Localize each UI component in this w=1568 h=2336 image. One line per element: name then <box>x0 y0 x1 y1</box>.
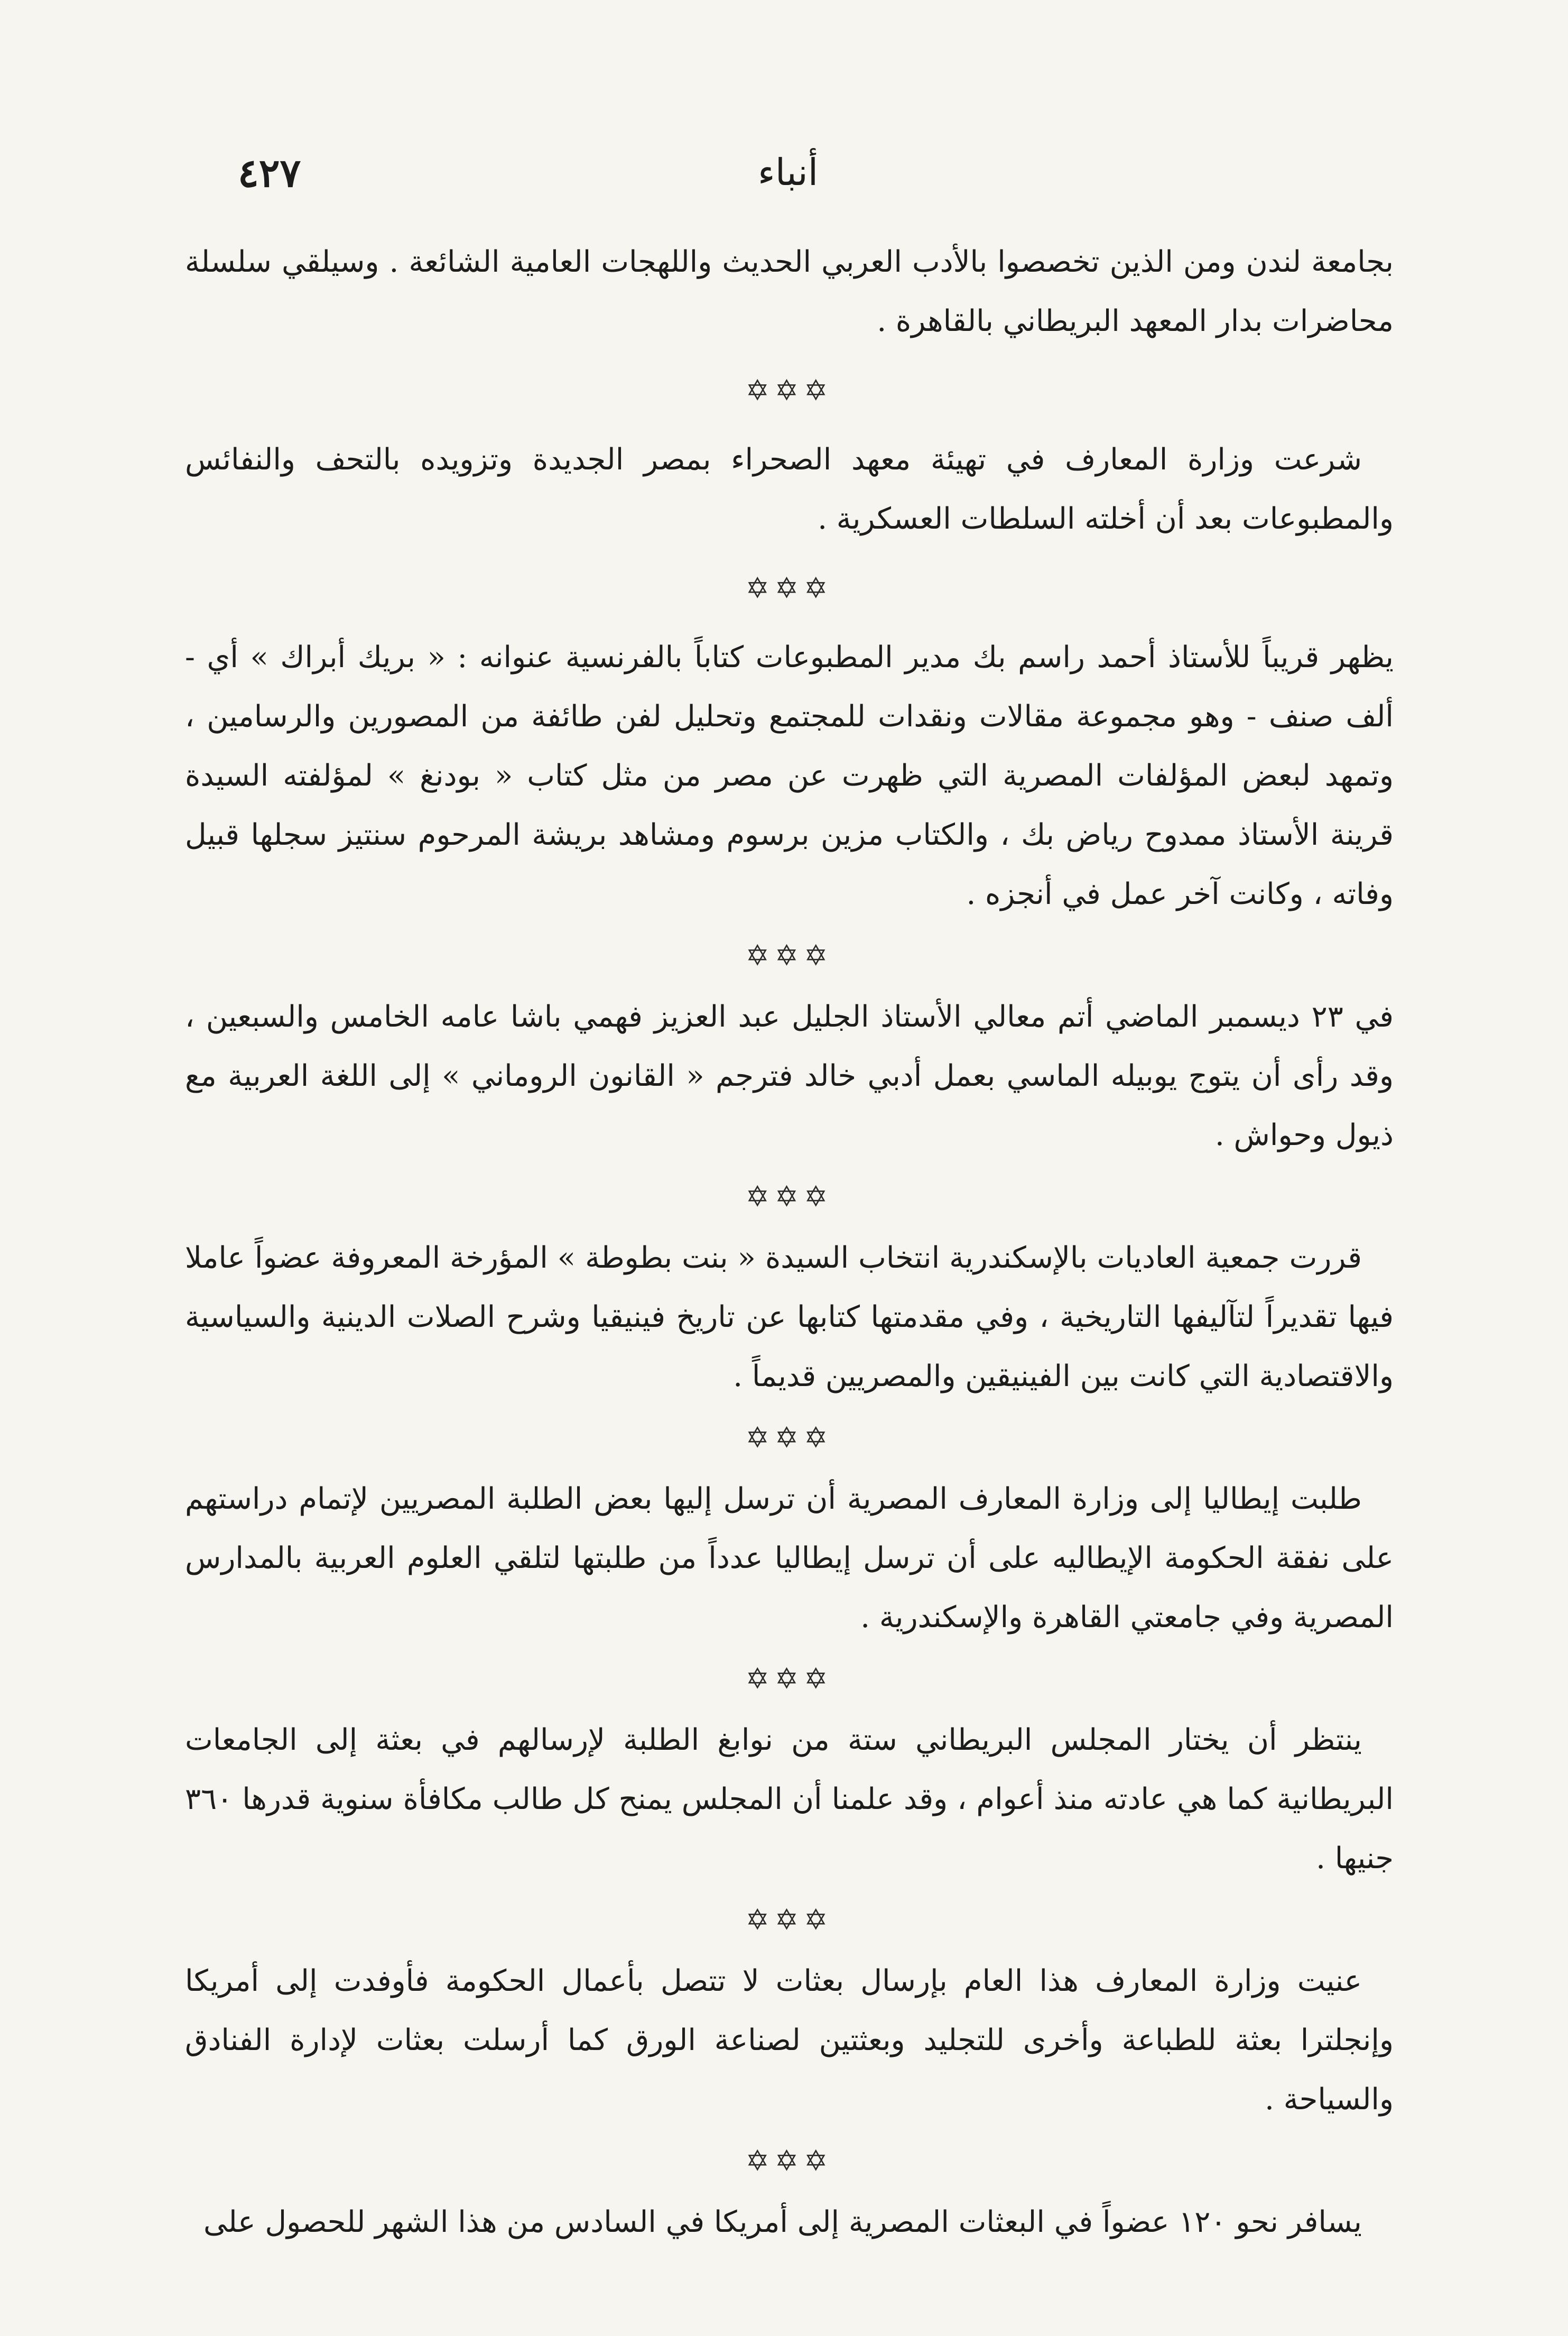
section-separator-7: ✡✡✡ <box>745 1903 833 1936</box>
section-separator-4: ✡✡✡ <box>745 1180 833 1213</box>
paragraph-2: شرعت وزارة المعارف في تهيئة معهد الصحراء بمصر الجديدة وتزويده بالتحف والنفائس والمطبوعات بعد أن أخلته السلطات العسكرية . <box>185 442 1394 536</box>
page-header <box>190 151 1386 209</box>
paragraph-7: ينتظر أن يختار المجلس البريطاني ستة من نوابغ الطلبة لإرسالهم في بعثة إلى الجامعات البريطانية كما هي عادته منذ أعوام ، وقد علمنا أن المجلس يمنح كل طالب مكافأة سنوية قدرها ٣٦٠ جنيها . <box>185 1723 1394 1876</box>
article-body <box>185 233 1394 2252</box>
section-separator-6: ✡✡✡ <box>745 1662 833 1695</box>
paragraph-5: قررت جمعية العاديات بالإسكندرية انتخاب السيدة « بنت بطوطة » المؤرخة المعروفة عضواً عاملا فيها تقديراً لتآليفها التاريخية ، وفي مقدمتها كتابها عن تاريخ فينيقيا وشرح الصلات الدينية والسياسية والاقتصادية التي كانت بين الفينيقين والمصريين قديماً . <box>185 1241 1394 1393</box>
running-title: أنباء <box>757 151 819 194</box>
paragraph-4: في ٢٣ ديسمبر الماضي أتم معالي الأستاذ الجليل عبد العزيز فهمي باشا عامه الخامس والسبعين ، وقد رأى أن يتوج يوبيله الماسي بعمل أدبي خالد فترجم « القانون الروماني » إلى اللغة العربية مع ذيول وحواش . <box>185 1000 1394 1152</box>
paragraph-9: يسافر نحو ١٢٠ عضواً في البعثات المصرية إلى أمريكا في السادس من هذا الشهر للحصول على <box>203 2205 1362 2239</box>
section-separator-2: ✡✡✡ <box>745 571 833 605</box>
paragraph-8: عنيت وزارة المعارف هذا العام بإرسال بعثات لا تتصل بأعمال الحكومة فأوفدت إلى أمريكا وإنجلترا بعثة للطباعة وأخرى للتجليد وبعثتين لصناعة الورق كما أرسلت بعثات لإدارة الفنادق والسياحة . <box>185 1964 1394 2117</box>
section-separator-1: ✡✡✡ <box>745 374 833 407</box>
section-separator-3: ✡✡✡ <box>745 939 833 972</box>
page-number: ٤٢٧ <box>238 151 301 196</box>
paragraph-6: طلبت إيطاليا إلى وزارة المعارف المصرية أن ترسل إليها بعض الطلبة المصريين لإتمام دراستهم على نفقة الحكومة الإيطاليه على أن ترسل إيطاليا عدداً من طلبتها لتلقي العلوم العربية بالمدارس المصرية وفي جامعتي القاهرة والإسكندرية . <box>185 1482 1394 1635</box>
section-separator-8: ✡✡✡ <box>745 2144 833 2177</box>
paragraph-3: يظهر قريباً للأستاذ أحمد راسم بك مدير المطبوعات كتاباً بالفرنسية عنوانه : « بريك أبراك » أي - ألف صنف - وهو مجموعة مقالات ونقدات للمجتمع وتحليل لفن طائفة من المصورين والرسامين ، وتمهد لبعض المؤلفات المصرية التي ظهرت عن مصر من مثل كتاب « بودنغ » لمؤلفته السيدة قرينة الأستاذ ممدوح رياض بك ، والكتاب مزين برسوم ومشاهد بريشة المرحوم سنتيز سجلها قبيل وفاته ، وكانت آخر عمل في أنجزه . <box>185 640 1394 911</box>
paragraph-1: بجامعة لندن ومن الذين تخصصوا بالأدب العربي الحديث واللهجات العامية الشائعة . وسيلقي سلسلة محاضرات بدار المعهد البريطاني بالقاهرة . <box>185 245 1394 338</box>
section-separator-5: ✡✡✡ <box>745 1421 833 1454</box>
